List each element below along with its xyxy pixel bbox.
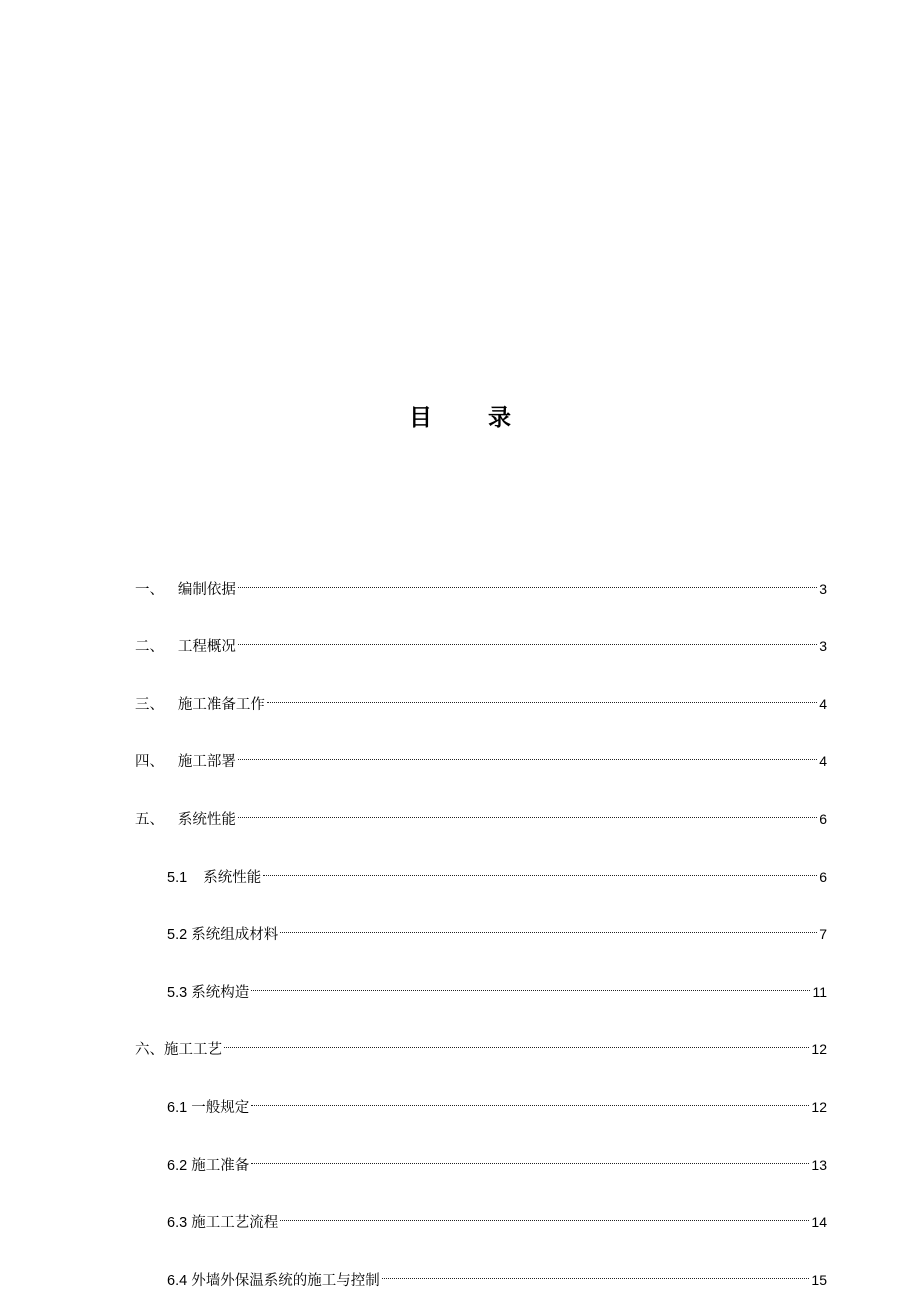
toc-entry[interactable]: [135, 1030, 827, 1058]
toc-page-number: 12: [811, 1099, 827, 1115]
toc-page-number: 6: [819, 811, 827, 827]
toc-entry[interactable]: [167, 1203, 827, 1231]
toc-entry-label: 系统构造: [191, 985, 250, 1001]
toc-dot-leader: [238, 627, 817, 651]
toc-entry-label: 施工部署: [177, 754, 236, 770]
toc-page-number: 12: [811, 1041, 827, 1057]
toc-page-number: 7: [819, 926, 827, 942]
toc-dot-leader: [251, 1088, 809, 1112]
toc-entry-number: 四、: [135, 754, 164, 770]
toc-entry-number: 6.1: [167, 1100, 188, 1116]
toc-entry[interactable]: [167, 915, 827, 943]
toc-entry-number: 6.4: [167, 1273, 188, 1289]
toc-entry-gap: [164, 808, 178, 832]
toc-page-number: 11: [812, 984, 827, 1000]
toc-entry[interactable]: [167, 1088, 827, 1116]
toc-dot-leader: [267, 685, 817, 709]
toc-entry[interactable]: [135, 800, 827, 828]
toc-entry-label: 工程概况: [177, 639, 236, 655]
toc-entry-label: 施工工艺: [164, 1042, 222, 1058]
toc-entry[interactable]: [167, 1146, 827, 1174]
toc-page-number: 4: [819, 753, 827, 769]
toc-page-number: 4: [819, 696, 827, 712]
toc-dot-leader: [238, 742, 817, 766]
toc-dot-leader: [251, 973, 810, 997]
toc-dot-leader: [238, 570, 817, 594]
toc-entry-label: 外墙外保温系统的施工与控制: [191, 1273, 380, 1289]
toc-page-number: 6: [819, 869, 827, 885]
toc-entry-label: 系统性能: [203, 870, 262, 886]
toc-dot-leader: [280, 1203, 809, 1227]
toc-entry-gap: [164, 750, 178, 774]
toc-page-number: 14: [811, 1214, 827, 1230]
toc-entry-number: 6.3: [167, 1215, 188, 1231]
toc-entry-number: 五、: [135, 812, 164, 828]
toc-page-number: 3: [819, 638, 827, 654]
toc-entry-gap: [164, 578, 178, 602]
toc-entry-gap: [187, 866, 203, 890]
toc-title: 目 录: [408, 405, 535, 431]
toc-entry[interactable]: [167, 1261, 827, 1289]
toc-entry-number: 5.2: [167, 927, 188, 943]
toc-entry[interactable]: [135, 627, 827, 655]
toc-entry-number: 六、: [135, 1042, 164, 1058]
toc-entry-number: 二、: [135, 639, 164, 655]
toc-entry-number: 5.1: [167, 870, 188, 886]
toc-entry-gap: [164, 635, 178, 659]
toc-dot-leader: [251, 1146, 809, 1170]
toc-dot-leader: [263, 858, 817, 882]
toc-page-number: 3: [819, 581, 827, 597]
toc-entry-number: 三、: [135, 697, 164, 713]
toc-dot-leader: [382, 1261, 810, 1285]
toc-entry[interactable]: [167, 973, 827, 1001]
toc-page-number: 15: [811, 1272, 827, 1288]
toc-entry[interactable]: [167, 858, 827, 886]
toc-entry-label: 施工工艺流程: [191, 1215, 279, 1231]
toc-entry-number: 6.2: [167, 1158, 188, 1174]
toc-entry-number: 5.3: [167, 985, 188, 1001]
toc-dot-leader: [280, 915, 817, 939]
toc-entry-label: 编制依据: [177, 582, 236, 598]
toc-entry[interactable]: [135, 742, 827, 770]
toc-entry-label: 施工准备工作: [177, 697, 265, 713]
toc-dot-leader: [224, 1030, 809, 1054]
toc-entry-label: 施工准备: [191, 1158, 250, 1174]
toc-entry-number: 一、: [135, 582, 164, 598]
toc-entry-label: 一般规定: [191, 1100, 250, 1116]
toc-entry-label: 系统性能: [177, 812, 236, 828]
toc-dot-leader: [238, 800, 817, 824]
toc-page-number: 13: [811, 1157, 827, 1173]
toc-entry-gap: [164, 693, 178, 717]
toc-entry-label: 系统组成材料: [191, 927, 279, 943]
toc-entry[interactable]: [135, 685, 827, 713]
toc-entry[interactable]: [135, 570, 827, 598]
